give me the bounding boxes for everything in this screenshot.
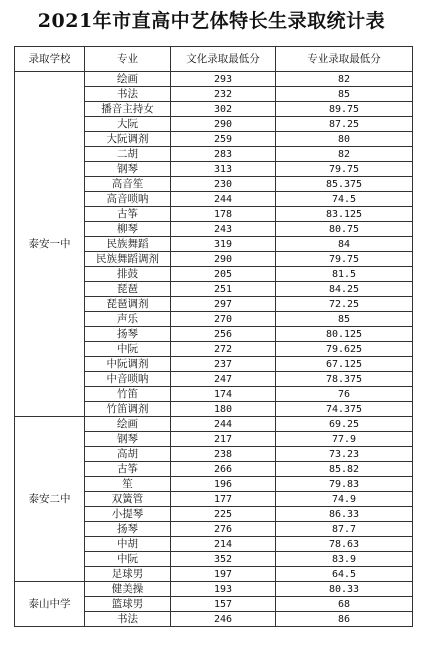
major-cell: 高音笙 bbox=[85, 177, 171, 192]
major-score-cell: 74.375 bbox=[276, 402, 413, 417]
major-cell: 钢琴 bbox=[85, 162, 171, 177]
major-cell: 琵琶调剂 bbox=[85, 297, 171, 312]
culture-score-cell: 247 bbox=[171, 372, 276, 387]
culture-score-cell: 244 bbox=[171, 192, 276, 207]
major-score-cell: 85.82 bbox=[276, 462, 413, 477]
major-score-cell: 81.5 bbox=[276, 267, 413, 282]
culture-score-cell: 352 bbox=[171, 552, 276, 567]
culture-score-cell: 225 bbox=[171, 507, 276, 522]
header-school: 录取学校 bbox=[15, 47, 85, 72]
school-cell: 泰山中学 bbox=[15, 582, 85, 627]
major-cell: 书法 bbox=[85, 87, 171, 102]
major-cell: 篮球男 bbox=[85, 597, 171, 612]
culture-score-cell: 237 bbox=[171, 357, 276, 372]
major-cell: 大阮调剂 bbox=[85, 132, 171, 147]
major-score-cell: 82 bbox=[276, 147, 413, 162]
culture-score-cell: 197 bbox=[171, 567, 276, 582]
major-cell: 竹笛调剂 bbox=[85, 402, 171, 417]
major-cell: 民族舞蹈调剂 bbox=[85, 252, 171, 267]
admission-table bbox=[14, 46, 413, 627]
major-score-cell: 77.9 bbox=[276, 432, 413, 447]
major-score-cell: 85 bbox=[276, 312, 413, 327]
major-cell: 琵琶 bbox=[85, 282, 171, 297]
major-score-cell: 67.125 bbox=[276, 357, 413, 372]
culture-score-cell: 196 bbox=[171, 477, 276, 492]
major-score-cell: 74.9 bbox=[276, 492, 413, 507]
major-cell: 绘画 bbox=[85, 417, 171, 432]
major-score-cell: 84.25 bbox=[276, 282, 413, 297]
major-score-cell: 79.83 bbox=[276, 477, 413, 492]
major-cell: 中胡 bbox=[85, 537, 171, 552]
culture-score-cell: 193 bbox=[171, 582, 276, 597]
major-cell: 扬琴 bbox=[85, 522, 171, 537]
major-cell: 播音主持女 bbox=[85, 102, 171, 117]
culture-score-cell: 290 bbox=[171, 252, 276, 267]
major-score-cell: 82 bbox=[276, 72, 413, 87]
culture-score-cell: 276 bbox=[171, 522, 276, 537]
major-score-cell: 68 bbox=[276, 597, 413, 612]
major-score-cell: 80.125 bbox=[276, 327, 413, 342]
major-cell: 笙 bbox=[85, 477, 171, 492]
culture-score-cell: 272 bbox=[171, 342, 276, 357]
culture-score-cell: 283 bbox=[171, 147, 276, 162]
major-score-cell: 87.7 bbox=[276, 522, 413, 537]
major-cell: 古筝 bbox=[85, 207, 171, 222]
culture-score-cell: 178 bbox=[171, 207, 276, 222]
culture-score-cell: 177 bbox=[171, 492, 276, 507]
major-score-cell: 87.25 bbox=[276, 117, 413, 132]
major-score-cell: 84 bbox=[276, 237, 413, 252]
major-score-cell: 80.75 bbox=[276, 222, 413, 237]
major-score-cell: 78.375 bbox=[276, 372, 413, 387]
major-cell: 大阮 bbox=[85, 117, 171, 132]
culture-score-cell: 230 bbox=[171, 177, 276, 192]
culture-score-cell: 217 bbox=[171, 432, 276, 447]
major-score-cell: 80.33 bbox=[276, 582, 413, 597]
major-cell: 排鼓 bbox=[85, 267, 171, 282]
culture-score-cell: 319 bbox=[171, 237, 276, 252]
culture-score-cell: 214 bbox=[171, 537, 276, 552]
major-score-cell: 86 bbox=[276, 612, 413, 627]
major-cell: 绘画 bbox=[85, 72, 171, 87]
culture-score-cell: 238 bbox=[171, 447, 276, 462]
school-cell: 泰安一中 bbox=[15, 72, 85, 417]
major-cell: 中音唢呐 bbox=[85, 372, 171, 387]
major-score-cell: 89.75 bbox=[276, 102, 413, 117]
major-score-cell: 83.9 bbox=[276, 552, 413, 567]
culture-score-cell: 266 bbox=[171, 462, 276, 477]
major-cell: 古筝 bbox=[85, 462, 171, 477]
table-row bbox=[15, 72, 413, 87]
major-cell: 健美操 bbox=[85, 582, 171, 597]
major-cell: 小提琴 bbox=[85, 507, 171, 522]
culture-score-cell: 270 bbox=[171, 312, 276, 327]
major-score-cell: 85 bbox=[276, 87, 413, 102]
major-cell: 高胡 bbox=[85, 447, 171, 462]
culture-score-cell: 313 bbox=[171, 162, 276, 177]
major-cell: 竹笛 bbox=[85, 387, 171, 402]
major-cell: 二胡 bbox=[85, 147, 171, 162]
culture-score-cell: 243 bbox=[171, 222, 276, 237]
culture-score-cell: 157 bbox=[171, 597, 276, 612]
header-major-min-score: 专业录取最低分 bbox=[276, 47, 413, 72]
header-culture-min-score: 文化录取最低分 bbox=[171, 47, 276, 72]
table-header-row bbox=[15, 47, 413, 72]
table-row bbox=[15, 417, 413, 432]
culture-score-cell: 180 bbox=[171, 402, 276, 417]
culture-score-cell: 256 bbox=[171, 327, 276, 342]
table-body bbox=[15, 72, 413, 627]
major-score-cell: 79.625 bbox=[276, 342, 413, 357]
major-cell: 书法 bbox=[85, 612, 171, 627]
culture-score-cell: 293 bbox=[171, 72, 276, 87]
major-cell: 中阮 bbox=[85, 552, 171, 567]
major-score-cell: 79.75 bbox=[276, 252, 413, 267]
culture-score-cell: 174 bbox=[171, 387, 276, 402]
major-score-cell: 69.25 bbox=[276, 417, 413, 432]
culture-score-cell: 246 bbox=[171, 612, 276, 627]
major-score-cell: 72.25 bbox=[276, 297, 413, 312]
major-cell: 中阮调剂 bbox=[85, 357, 171, 372]
major-score-cell: 83.125 bbox=[276, 207, 413, 222]
major-cell: 钢琴 bbox=[85, 432, 171, 447]
culture-score-cell: 251 bbox=[171, 282, 276, 297]
major-cell: 柳琴 bbox=[85, 222, 171, 237]
major-cell: 高音唢呐 bbox=[85, 192, 171, 207]
culture-score-cell: 290 bbox=[171, 117, 276, 132]
major-score-cell: 85.375 bbox=[276, 177, 413, 192]
major-cell: 中阮 bbox=[85, 342, 171, 357]
major-score-cell: 73.23 bbox=[276, 447, 413, 462]
major-cell: 声乐 bbox=[85, 312, 171, 327]
culture-score-cell: 205 bbox=[171, 267, 276, 282]
major-score-cell: 78.63 bbox=[276, 537, 413, 552]
major-score-cell: 74.5 bbox=[276, 192, 413, 207]
major-score-cell: 64.5 bbox=[276, 567, 413, 582]
page-title: 2021年市直高中艺体特长生录取统计表 bbox=[37, 10, 386, 32]
major-cell: 足球男 bbox=[85, 567, 171, 582]
major-cell: 扬琴 bbox=[85, 327, 171, 342]
culture-score-cell: 232 bbox=[171, 87, 276, 102]
culture-score-cell: 259 bbox=[171, 132, 276, 147]
major-score-cell: 80 bbox=[276, 132, 413, 147]
major-cell: 民族舞蹈 bbox=[85, 237, 171, 252]
major-score-cell: 79.75 bbox=[276, 162, 413, 177]
culture-score-cell: 297 bbox=[171, 297, 276, 312]
culture-score-cell: 302 bbox=[171, 102, 276, 117]
major-score-cell: 86.33 bbox=[276, 507, 413, 522]
table-row bbox=[15, 582, 413, 597]
header-major: 专业 bbox=[85, 47, 171, 72]
school-cell: 泰安二中 bbox=[15, 417, 85, 582]
major-score-cell: 76 bbox=[276, 387, 413, 402]
culture-score-cell: 244 bbox=[171, 417, 276, 432]
major-cell: 双簧管 bbox=[85, 492, 171, 507]
